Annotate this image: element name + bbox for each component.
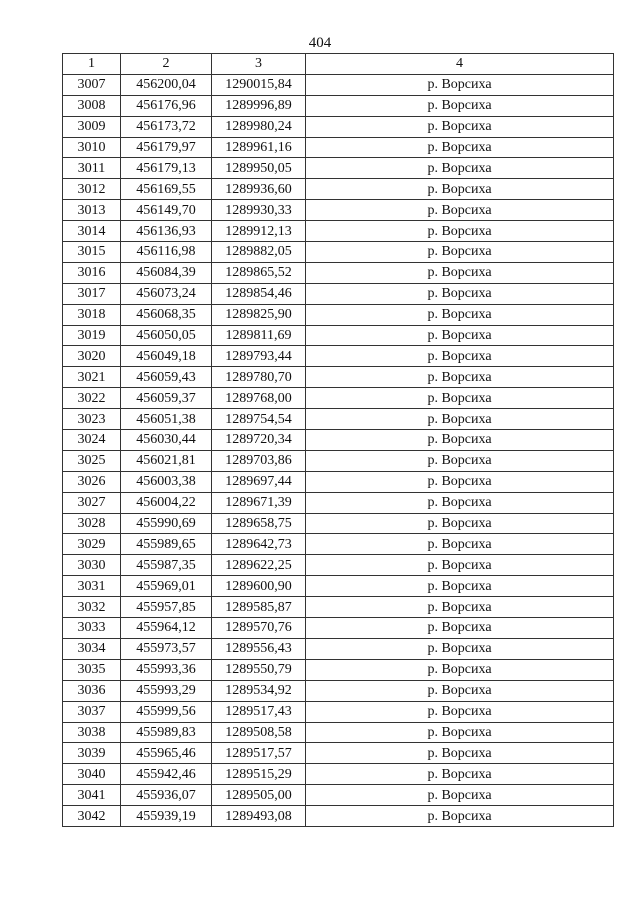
x-coordinate-cell: 455942,46 (121, 764, 212, 785)
y-coordinate-cell: 1289703,86 (212, 450, 306, 471)
x-coordinate-cell: 455990,69 (121, 513, 212, 534)
y-coordinate-cell: 1289517,57 (212, 743, 306, 764)
x-coordinate-cell: 456200,04 (121, 74, 212, 95)
description-cell: р. Ворсиха (306, 158, 614, 179)
table-row (63, 597, 614, 618)
table-row (63, 200, 614, 221)
x-coordinate-cell: 456068,35 (121, 304, 212, 325)
x-coordinate-cell: 456003,38 (121, 471, 212, 492)
table-row (63, 471, 614, 492)
x-coordinate-cell: 456179,97 (121, 137, 212, 158)
description-cell: р. Ворсиха (306, 597, 614, 618)
table-row (63, 722, 614, 743)
description-cell: р. Ворсиха (306, 806, 614, 827)
column-header-1: 1 (63, 54, 121, 75)
x-coordinate-cell: 456021,81 (121, 450, 212, 471)
table-row (63, 680, 614, 701)
table-row (63, 618, 614, 639)
y-coordinate-cell: 1289658,75 (212, 513, 306, 534)
point-number-cell: 3021 (63, 367, 121, 388)
x-coordinate-cell: 455965,46 (121, 743, 212, 764)
description-cell: р. Ворсиха (306, 325, 614, 346)
x-coordinate-cell: 455999,56 (121, 701, 212, 722)
y-coordinate-cell: 1290015,84 (212, 74, 306, 95)
y-coordinate-cell: 1289912,13 (212, 221, 306, 242)
y-coordinate-cell: 1289996,89 (212, 95, 306, 116)
table-row (63, 450, 614, 471)
column-header-2: 2 (121, 54, 212, 75)
description-cell: р. Ворсиха (306, 785, 614, 806)
y-coordinate-cell: 1289493,08 (212, 806, 306, 827)
point-number-cell: 3041 (63, 785, 121, 806)
y-coordinate-cell: 1289754,54 (212, 409, 306, 430)
y-coordinate-cell: 1289961,16 (212, 137, 306, 158)
table-row (63, 806, 614, 827)
y-coordinate-cell: 1289600,90 (212, 576, 306, 597)
column-header-4: 4 (306, 54, 614, 75)
description-cell: р. Ворсиха (306, 659, 614, 680)
description-cell: р. Ворсиха (306, 409, 614, 430)
table-row (63, 492, 614, 513)
point-number-cell: 3034 (63, 638, 121, 659)
description-cell: р. Ворсиха (306, 283, 614, 304)
table-row (63, 367, 614, 388)
point-number-cell: 3026 (63, 471, 121, 492)
x-coordinate-cell: 455989,65 (121, 534, 212, 555)
description-cell: р. Ворсиха (306, 722, 614, 743)
table-row (63, 304, 614, 325)
point-number-cell: 3008 (63, 95, 121, 116)
description-cell: р. Ворсиха (306, 74, 614, 95)
y-coordinate-cell: 1289570,76 (212, 618, 306, 639)
x-coordinate-cell: 456149,70 (121, 200, 212, 221)
y-coordinate-cell: 1289720,34 (212, 430, 306, 451)
point-number-cell: 3014 (63, 221, 121, 242)
table-row (63, 179, 614, 200)
description-cell: р. Ворсиха (306, 262, 614, 283)
y-coordinate-cell: 1289854,46 (212, 283, 306, 304)
coordinates-table (62, 53, 614, 827)
point-number-cell: 3039 (63, 743, 121, 764)
table-header-row (63, 54, 614, 75)
x-coordinate-cell: 456049,18 (121, 346, 212, 367)
y-coordinate-cell: 1289697,44 (212, 471, 306, 492)
table-row (63, 325, 614, 346)
description-cell: р. Ворсиха (306, 680, 614, 701)
y-coordinate-cell: 1289882,05 (212, 242, 306, 263)
x-coordinate-cell: 455969,01 (121, 576, 212, 597)
point-number-cell: 3028 (63, 513, 121, 534)
point-number-cell: 3025 (63, 450, 121, 471)
point-number-cell: 3010 (63, 137, 121, 158)
description-cell: р. Ворсиха (306, 242, 614, 263)
x-coordinate-cell: 455939,19 (121, 806, 212, 827)
table-row (63, 534, 614, 555)
x-coordinate-cell: 456030,44 (121, 430, 212, 451)
description-cell: р. Ворсиха (306, 346, 614, 367)
x-coordinate-cell: 455989,83 (121, 722, 212, 743)
point-number-cell: 3030 (63, 555, 121, 576)
point-number-cell: 3029 (63, 534, 121, 555)
y-coordinate-cell: 1289811,69 (212, 325, 306, 346)
point-number-cell: 3018 (63, 304, 121, 325)
point-number-cell: 3007 (63, 74, 121, 95)
description-cell: р. Ворсиха (306, 137, 614, 158)
y-coordinate-cell: 1289780,70 (212, 367, 306, 388)
table-row (63, 158, 614, 179)
point-number-cell: 3032 (63, 597, 121, 618)
x-coordinate-cell: 455987,35 (121, 555, 212, 576)
point-number-cell: 3013 (63, 200, 121, 221)
y-coordinate-cell: 1289550,79 (212, 659, 306, 680)
y-coordinate-cell: 1289936,60 (212, 179, 306, 200)
point-number-cell: 3022 (63, 388, 121, 409)
y-coordinate-cell: 1289671,39 (212, 492, 306, 513)
point-number-cell: 3042 (63, 806, 121, 827)
table-row (63, 95, 614, 116)
y-coordinate-cell: 1289515,29 (212, 764, 306, 785)
description-cell: р. Ворсиха (306, 701, 614, 722)
table-row (63, 242, 614, 263)
x-coordinate-cell: 456059,37 (121, 388, 212, 409)
y-coordinate-cell: 1289930,33 (212, 200, 306, 221)
y-coordinate-cell: 1289642,73 (212, 534, 306, 555)
table-row (63, 659, 614, 680)
point-number-cell: 3031 (63, 576, 121, 597)
y-coordinate-cell: 1289508,58 (212, 722, 306, 743)
description-cell: р. Ворсиха (306, 430, 614, 451)
point-number-cell: 3037 (63, 701, 121, 722)
table-row (63, 576, 614, 597)
point-number-cell: 3016 (63, 262, 121, 283)
table-row (63, 701, 614, 722)
point-number-cell: 3017 (63, 283, 121, 304)
description-cell: р. Ворсиха (306, 492, 614, 513)
x-coordinate-cell: 455993,29 (121, 680, 212, 701)
point-number-cell: 3011 (63, 158, 121, 179)
description-cell: р. Ворсиха (306, 618, 614, 639)
table-row (63, 74, 614, 95)
y-coordinate-cell: 1289534,92 (212, 680, 306, 701)
table-row (63, 137, 614, 158)
table-row (63, 409, 614, 430)
y-coordinate-cell: 1289622,25 (212, 555, 306, 576)
description-cell: р. Ворсиха (306, 638, 614, 659)
description-cell: р. Ворсиха (306, 221, 614, 242)
description-cell: р. Ворсиха (306, 471, 614, 492)
x-coordinate-cell: 456059,43 (121, 367, 212, 388)
y-coordinate-cell: 1289825,90 (212, 304, 306, 325)
x-coordinate-cell: 455964,12 (121, 618, 212, 639)
description-cell: р. Ворсиха (306, 388, 614, 409)
x-coordinate-cell: 456136,93 (121, 221, 212, 242)
description-cell: р. Ворсиха (306, 179, 614, 200)
point-number-cell: 3036 (63, 680, 121, 701)
description-cell: р. Ворсиха (306, 534, 614, 555)
table-body (63, 74, 614, 826)
y-coordinate-cell: 1289585,87 (212, 597, 306, 618)
table-row (63, 764, 614, 785)
table-row (63, 743, 614, 764)
description-cell: р. Ворсиха (306, 576, 614, 597)
column-header-3: 3 (212, 54, 306, 75)
point-number-cell: 3024 (63, 430, 121, 451)
y-coordinate-cell: 1289865,52 (212, 262, 306, 283)
description-cell: р. Ворсиха (306, 367, 614, 388)
x-coordinate-cell: 456169,55 (121, 179, 212, 200)
x-coordinate-cell: 456176,96 (121, 95, 212, 116)
point-number-cell: 3009 (63, 116, 121, 137)
table-row (63, 785, 614, 806)
table-row (63, 638, 614, 659)
description-cell: р. Ворсиха (306, 555, 614, 576)
point-number-cell: 3012 (63, 179, 121, 200)
description-cell: р. Ворсиха (306, 116, 614, 137)
y-coordinate-cell: 1289768,00 (212, 388, 306, 409)
point-number-cell: 3019 (63, 325, 121, 346)
description-cell: р. Ворсиха (306, 743, 614, 764)
description-cell: р. Ворсиха (306, 764, 614, 785)
description-cell: р. Ворсиха (306, 450, 614, 471)
description-cell: р. Ворсиха (306, 95, 614, 116)
y-coordinate-cell: 1289793,44 (212, 346, 306, 367)
description-cell: р. Ворсиха (306, 304, 614, 325)
x-coordinate-cell: 455936,07 (121, 785, 212, 806)
table-row (63, 262, 614, 283)
x-coordinate-cell: 456004,22 (121, 492, 212, 513)
table-row (63, 555, 614, 576)
x-coordinate-cell: 456051,38 (121, 409, 212, 430)
table-row (63, 346, 614, 367)
x-coordinate-cell: 456084,39 (121, 262, 212, 283)
point-number-cell: 3020 (63, 346, 121, 367)
x-coordinate-cell: 456073,24 (121, 283, 212, 304)
point-number-cell: 3023 (63, 409, 121, 430)
table-row (63, 513, 614, 534)
page-number: 404 (308, 35, 332, 51)
y-coordinate-cell: 1289505,00 (212, 785, 306, 806)
x-coordinate-cell: 456050,05 (121, 325, 212, 346)
description-cell: р. Ворсиха (306, 513, 614, 534)
y-coordinate-cell: 1289556,43 (212, 638, 306, 659)
y-coordinate-cell: 1289517,43 (212, 701, 306, 722)
point-number-cell: 3040 (63, 764, 121, 785)
table-row (63, 283, 614, 304)
y-coordinate-cell: 1289950,05 (212, 158, 306, 179)
point-number-cell: 3038 (63, 722, 121, 743)
x-coordinate-cell: 456179,13 (121, 158, 212, 179)
description-cell: р. Ворсиха (306, 200, 614, 221)
point-number-cell: 3027 (63, 492, 121, 513)
table-row (63, 221, 614, 242)
point-number-cell: 3015 (63, 242, 121, 263)
x-coordinate-cell: 456116,98 (121, 242, 212, 263)
table-row (63, 116, 614, 137)
x-coordinate-cell: 455973,57 (121, 638, 212, 659)
y-coordinate-cell: 1289980,24 (212, 116, 306, 137)
x-coordinate-cell: 456173,72 (121, 116, 212, 137)
point-number-cell: 3035 (63, 659, 121, 680)
point-number-cell: 3033 (63, 618, 121, 639)
table-row (63, 430, 614, 451)
x-coordinate-cell: 455993,36 (121, 659, 212, 680)
table-row (63, 388, 614, 409)
x-coordinate-cell: 455957,85 (121, 597, 212, 618)
